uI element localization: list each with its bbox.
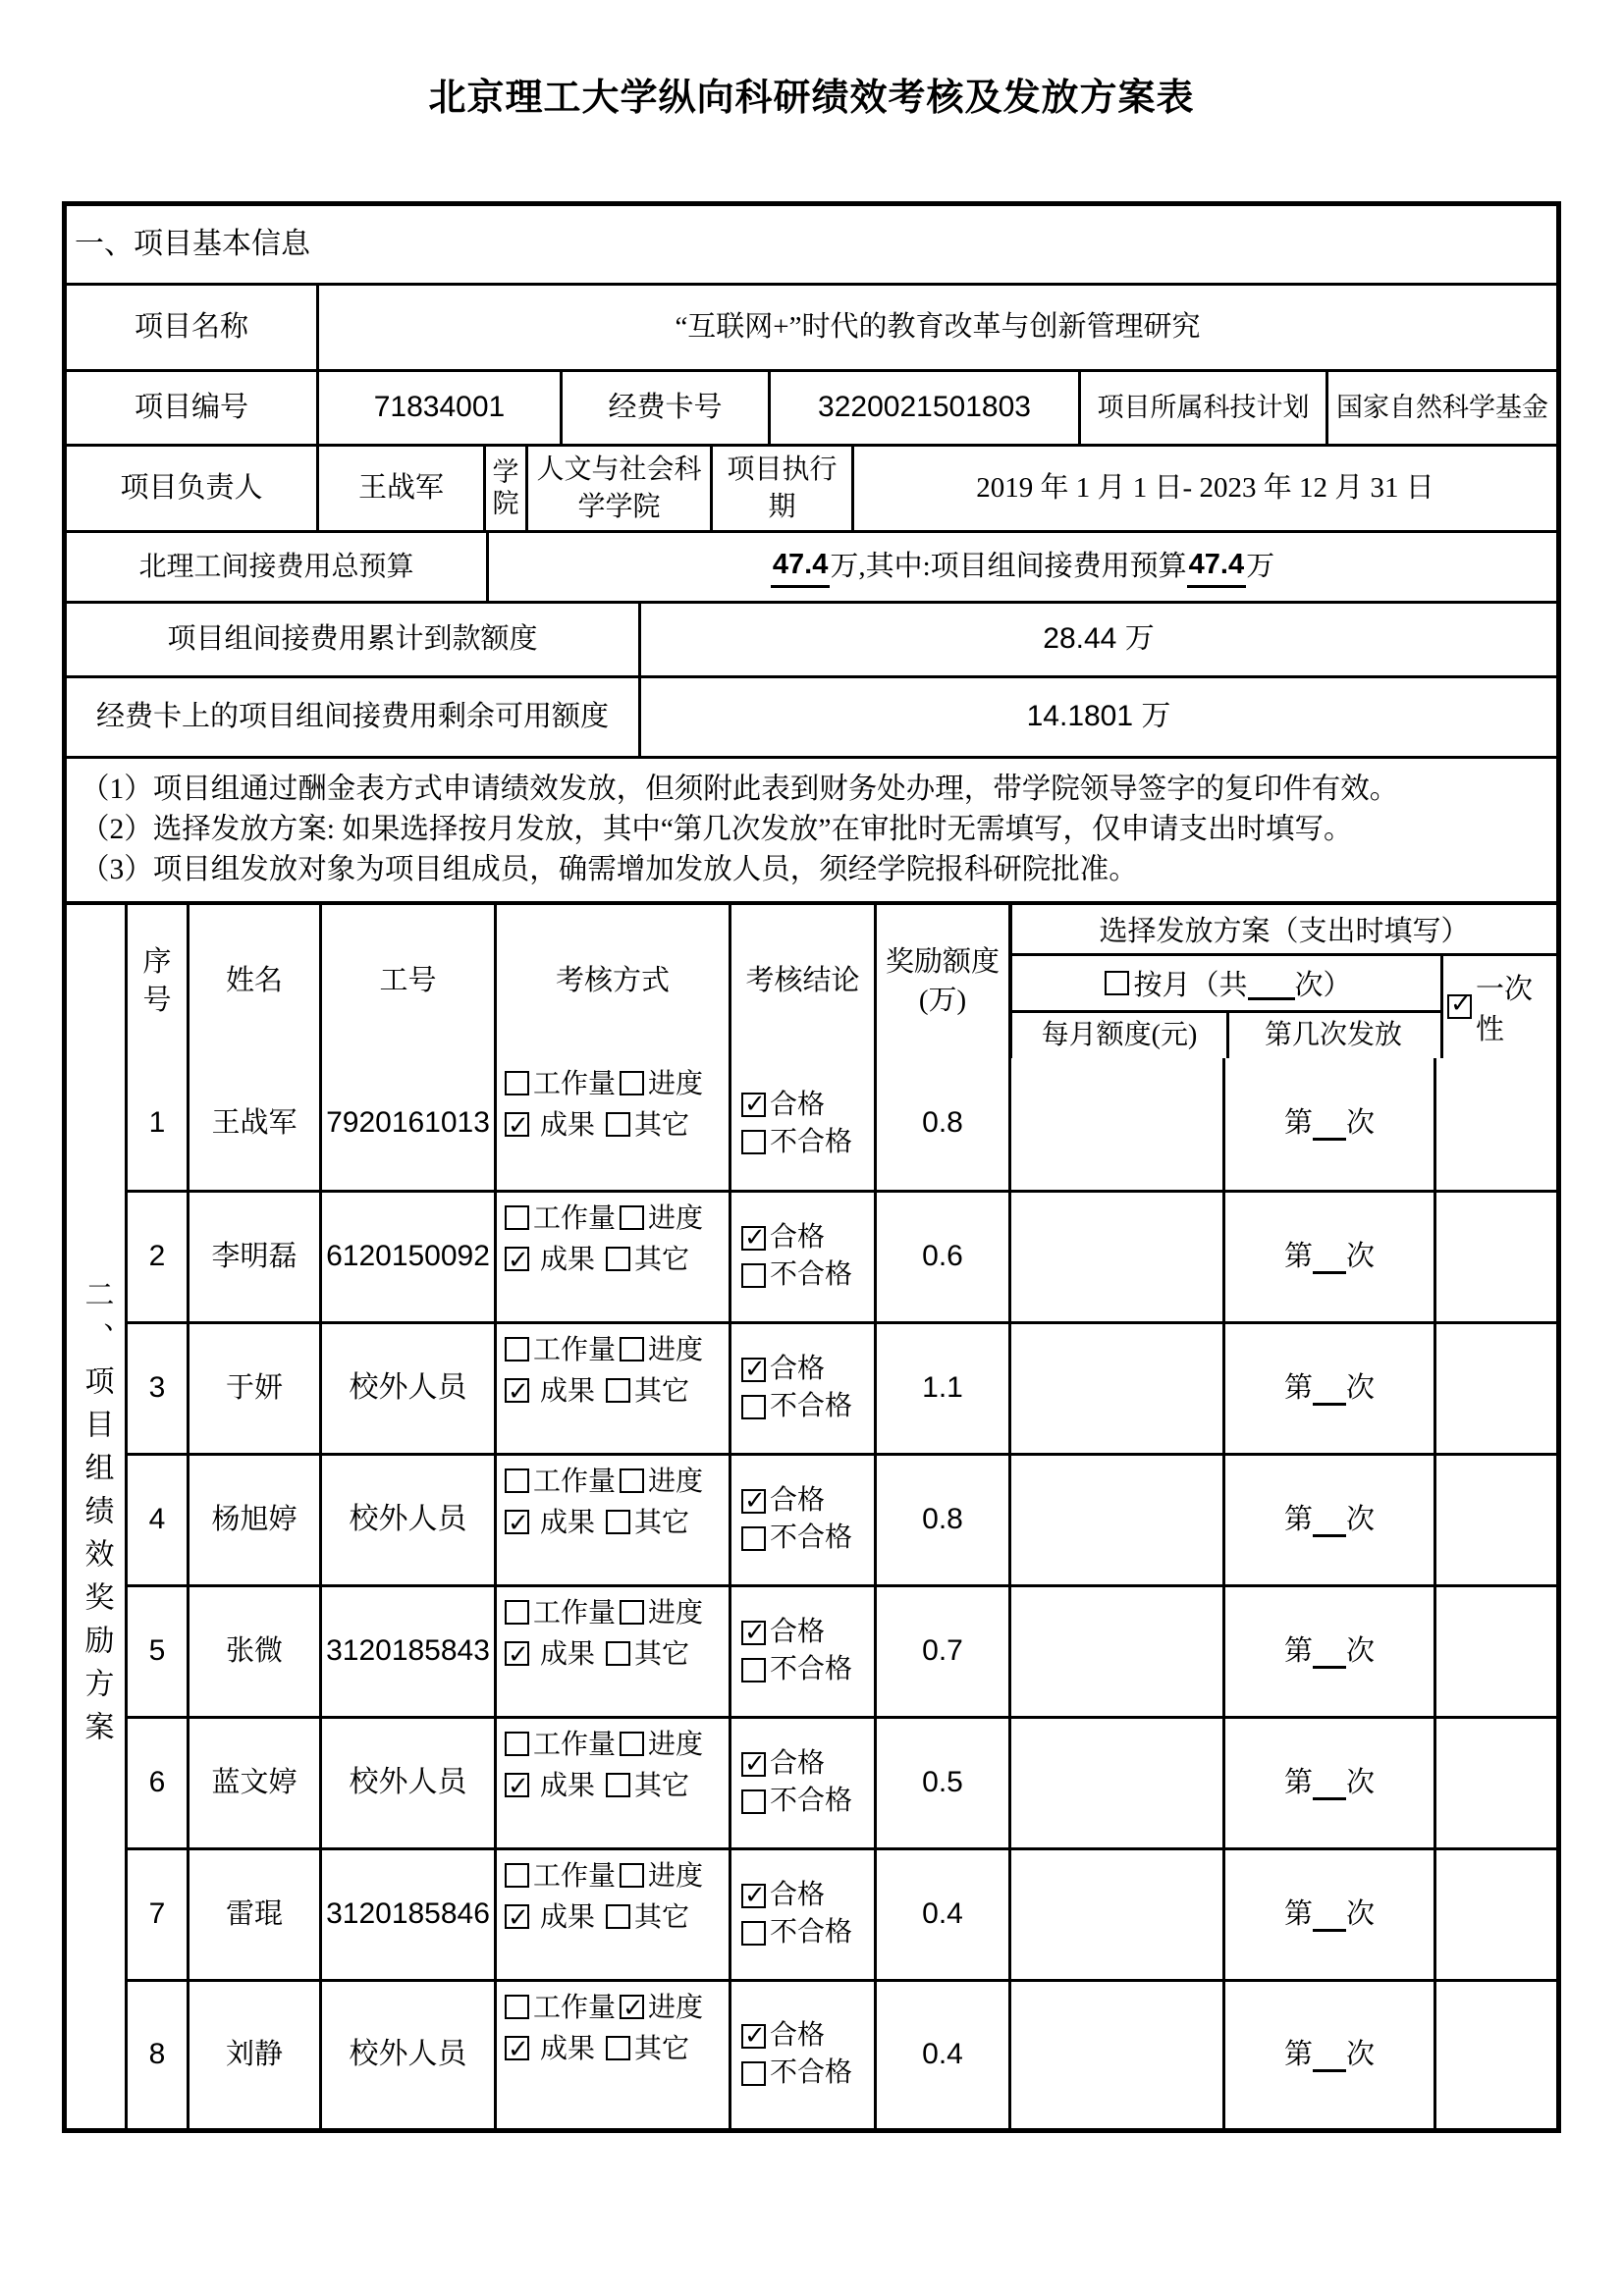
budget-group-number: 47.4 xyxy=(1187,546,1246,587)
project-name-value: “互联网+”时代的教育改革与创新管理研究 xyxy=(316,286,1556,369)
member-monthly-amount[interactable] xyxy=(1008,1587,1222,1716)
progress-checkbox[interactable] xyxy=(620,1468,644,1493)
conclusion-fail-line xyxy=(737,1914,852,1951)
member-row-8 xyxy=(128,1979,1556,2128)
section2-table xyxy=(67,901,1556,2128)
fund-card-value: 3220021501803 xyxy=(768,372,1078,444)
conclusion-fail-line xyxy=(737,1388,852,1425)
monthly-label-suffix: 次） xyxy=(1294,969,1352,1001)
member-onetime-cell[interactable] xyxy=(1434,1587,1556,1716)
section1-heading: 一、项目基本信息 xyxy=(75,227,310,260)
pass-checkbox[interactable] xyxy=(741,1358,766,1382)
member-onetime-cell[interactable] xyxy=(1434,1719,1556,1847)
school-value: 人文与社会科学学院 xyxy=(525,447,710,530)
member-method xyxy=(494,1719,729,1847)
budget-mid-text: 万,其中:项目组间接费用预算 xyxy=(830,550,1187,582)
progress-checkbox[interactable] xyxy=(620,1732,644,1756)
monthly-times-blank[interactable] xyxy=(1248,966,1295,1000)
which-time-blank[interactable] xyxy=(1313,1766,1346,1800)
member-conclusion xyxy=(729,1058,874,1190)
workload-label: 工作量 xyxy=(533,1597,617,1629)
plan-monthly-option xyxy=(1012,956,1440,1013)
conclusion-fail-line xyxy=(737,1124,852,1161)
member-onetime-cell[interactable] xyxy=(1434,1456,1556,1584)
result-checkbox[interactable] xyxy=(505,1378,529,1403)
member-amount: 0.7 xyxy=(874,1587,1008,1716)
other-label: 其它 xyxy=(634,1901,690,1933)
fail-checkbox[interactable] xyxy=(741,1395,766,1419)
member-conclusion xyxy=(729,1850,874,1979)
fail-checkbox[interactable] xyxy=(741,1921,766,1946)
conclusion-pass-line xyxy=(737,1219,825,1256)
member-conclusion xyxy=(729,1324,874,1453)
member-seq: 4 xyxy=(148,1502,166,1535)
which-time-prefix: 第 xyxy=(1283,1897,1313,1930)
header-amount xyxy=(874,905,1008,1058)
fail-checkbox[interactable] xyxy=(741,1263,766,1288)
pass-label: 合格 xyxy=(770,1089,826,1120)
pass-label: 合格 xyxy=(770,1354,826,1385)
fail-checkbox[interactable] xyxy=(741,1658,766,1682)
which-time-prefix: 第 xyxy=(1283,1766,1313,1798)
member-rows xyxy=(128,1058,1556,2128)
member-method xyxy=(494,1456,729,1584)
note-3: （3）项目组发放对象为项目组成员，确需增加发放人员，须经学院报科研院批准。 xyxy=(81,853,1138,885)
member-which-time[interactable] xyxy=(1222,1456,1434,1584)
leader-label: 项目负责人 xyxy=(120,471,263,504)
header-seq: 序号 xyxy=(142,945,172,1016)
conclusion-fail-line xyxy=(737,1256,852,1294)
result-checkbox[interactable] xyxy=(505,1773,529,1797)
pass-checkbox[interactable] xyxy=(741,2024,766,2049)
conclusion-fail-line xyxy=(737,1783,852,1820)
header-id: 工号 xyxy=(319,905,494,1058)
fail-label: 不合格 xyxy=(770,1654,853,1685)
workload-checkbox[interactable] xyxy=(505,1732,529,1756)
pass-label: 合格 xyxy=(770,1617,826,1648)
member-amount: 0.6 xyxy=(874,1193,1008,1321)
member-method xyxy=(494,1324,729,1453)
fail-checkbox[interactable] xyxy=(741,2061,766,2086)
note-1: （1）项目组通过酬金表方式申请绩效发放，但须附此表到财务处办理，带学院领导签字的复印件有效。 xyxy=(81,774,1399,805)
header-amount-line1: 奖励额度 xyxy=(885,945,1000,978)
member-which-time[interactable] xyxy=(1222,1719,1434,1847)
which-time-blank[interactable] xyxy=(1313,1503,1346,1537)
member-name: 刘静 xyxy=(187,1982,319,2128)
member-seq: 7 xyxy=(148,1896,166,1930)
other-label: 其它 xyxy=(634,2033,690,2064)
member-seq: 6 xyxy=(148,1765,166,1798)
result-label: 成果 xyxy=(533,1507,603,1538)
progress-label: 进度 xyxy=(648,1068,704,1099)
fail-label: 不合格 xyxy=(770,1522,853,1554)
other-checkbox[interactable] xyxy=(606,2036,630,2060)
conclusion-pass-line xyxy=(737,1351,825,1388)
member-id: 校外人员 xyxy=(319,1719,494,1847)
member-method xyxy=(494,1193,729,1321)
member-seq: 2 xyxy=(148,1239,166,1272)
which-time-prefix: 第 xyxy=(1283,2038,1313,2070)
progress-label: 进度 xyxy=(648,1202,704,1234)
plan-title: 选择发放方案（支出时填写） xyxy=(1012,905,1556,956)
pass-label: 合格 xyxy=(770,1485,826,1517)
member-seq: 1 xyxy=(148,1106,166,1140)
member-row-3 xyxy=(128,1321,1556,1453)
member-monthly-amount[interactable] xyxy=(1008,1982,1222,2128)
member-table-header xyxy=(128,905,1556,1058)
program-label: 项目所属科技计划 xyxy=(1078,372,1325,444)
which-time-suffix: 次 xyxy=(1346,1371,1376,1404)
result-checkbox[interactable] xyxy=(505,1510,529,1534)
progress-checkbox[interactable] xyxy=(620,1337,644,1362)
project-name-label: 项目名称 xyxy=(134,310,248,343)
result-label: 成果 xyxy=(533,1244,603,1275)
workload-label: 工作量 xyxy=(533,1992,617,2023)
which-time-suffix: 次 xyxy=(1346,1897,1376,1930)
member-onetime-cell[interactable] xyxy=(1434,1324,1556,1453)
member-which-time[interactable] xyxy=(1222,1850,1434,1979)
fail-checkbox[interactable] xyxy=(741,1130,766,1154)
received-value: 28.44 万 xyxy=(638,604,1556,675)
other-label: 其它 xyxy=(634,1109,690,1141)
fail-label: 不合格 xyxy=(770,1786,853,1817)
workload-label: 工作量 xyxy=(533,1202,617,1234)
member-onetime-cell[interactable] xyxy=(1434,1058,1556,1190)
pass-label: 合格 xyxy=(770,2020,826,2052)
project-no-label: 项目编号 xyxy=(134,391,248,423)
member-monthly-amount[interactable] xyxy=(1008,1193,1222,1321)
which-time-blank[interactable] xyxy=(1313,1897,1346,1932)
member-name: 李明磊 xyxy=(187,1193,319,1321)
member-which-time[interactable] xyxy=(1222,1058,1434,1190)
which-time-suffix: 次 xyxy=(1346,1503,1376,1535)
other-checkbox[interactable] xyxy=(606,1112,630,1137)
result-label: 成果 xyxy=(533,2033,603,2064)
member-which-time[interactable] xyxy=(1222,1982,1434,2128)
header-method: 考核方式 xyxy=(494,905,729,1058)
workload-checkbox[interactable] xyxy=(505,1468,529,1493)
member-name: 王战军 xyxy=(187,1058,319,1190)
progress-label: 进度 xyxy=(648,1860,704,1892)
member-seq: 5 xyxy=(148,1633,166,1667)
other-label: 其它 xyxy=(634,1638,690,1670)
page-title: 北京理工大学纵向科研绩效考核及发放方案表 xyxy=(428,78,1195,119)
which-time-prefix: 第 xyxy=(1283,1107,1313,1140)
progress-checkbox[interactable] xyxy=(620,1071,644,1095)
header-amount-line2: (万) xyxy=(918,984,967,1016)
workload-checkbox[interactable] xyxy=(505,1863,529,1888)
fail-label: 不合格 xyxy=(770,2057,853,2089)
fail-label: 不合格 xyxy=(770,1126,853,1157)
notes-block xyxy=(67,759,1556,901)
member-which-time[interactable] xyxy=(1222,1193,1434,1321)
which-time-prefix: 第 xyxy=(1283,1371,1313,1404)
member-monthly-amount[interactable] xyxy=(1008,1719,1222,1847)
header-name: 姓名 xyxy=(187,905,319,1058)
member-amount: 0.5 xyxy=(874,1719,1008,1847)
onetime-checkbox[interactable] xyxy=(1447,994,1472,1019)
member-name: 杨旭婷 xyxy=(187,1456,319,1584)
member-conclusion xyxy=(729,1456,874,1584)
conclusion-pass-line xyxy=(737,2017,825,2055)
member-name: 雷琨 xyxy=(187,1850,319,1979)
member-method xyxy=(494,1058,729,1190)
project-no-value: 71834001 xyxy=(316,372,560,444)
conclusion-pass-line xyxy=(737,1614,825,1651)
period-label: 项目执行期 xyxy=(710,447,851,530)
member-monthly-amount[interactable] xyxy=(1008,1058,1222,1190)
progress-checkbox[interactable] xyxy=(620,1600,644,1625)
member-row-1 xyxy=(128,1058,1556,1190)
member-method xyxy=(494,1982,729,2128)
conclusion-fail-line xyxy=(737,1651,852,1688)
period-value: 2019 年 1 月 1 日- 2023 年 12 月 31 日 xyxy=(851,447,1556,530)
result-checkbox[interactable] xyxy=(505,1904,529,1929)
received-label: 项目组间接费用累计到款额度 xyxy=(167,622,538,655)
conclusion-pass-line xyxy=(737,1745,825,1783)
member-name: 张微 xyxy=(187,1587,319,1716)
member-monthly-amount[interactable] xyxy=(1008,1850,1222,1979)
conclusion-pass-line xyxy=(737,1877,825,1914)
fail-label: 不合格 xyxy=(770,1259,853,1291)
member-onetime-cell[interactable] xyxy=(1434,1982,1556,2128)
other-label: 其它 xyxy=(634,1244,690,1275)
member-method xyxy=(494,1587,729,1716)
workload-checkbox[interactable] xyxy=(505,1600,529,1625)
progress-checkbox[interactable] xyxy=(620,1205,644,1230)
which-time-suffix: 次 xyxy=(1346,1107,1376,1140)
pass-checkbox[interactable] xyxy=(741,1884,766,1908)
result-label: 成果 xyxy=(533,1638,603,1670)
pass-label: 合格 xyxy=(770,1222,826,1254)
member-id: 校外人员 xyxy=(319,1324,494,1453)
section2-side-label: 二、项目组绩效奖励方案 xyxy=(80,1278,113,1754)
conclusion-fail-line xyxy=(737,1520,852,1557)
which-time-blank[interactable] xyxy=(1313,1106,1346,1141)
workload-label: 工作量 xyxy=(533,1068,617,1099)
member-onetime-cell[interactable] xyxy=(1434,1193,1556,1321)
header-which-time: 第几次发放 xyxy=(1226,1013,1437,1058)
other-checkbox[interactable] xyxy=(606,1378,630,1403)
member-seq: 8 xyxy=(148,2037,166,2070)
monthly-checkbox[interactable] xyxy=(1105,971,1129,995)
member-id: 3120185846 xyxy=(319,1850,494,1979)
plan-onetime-option xyxy=(1440,956,1556,1058)
workload-label: 工作量 xyxy=(533,1729,617,1760)
member-id: 6120150092 xyxy=(319,1193,494,1321)
which-time-prefix: 第 xyxy=(1283,1503,1313,1535)
result-checkbox[interactable] xyxy=(505,1641,529,1666)
member-conclusion xyxy=(729,1193,874,1321)
other-checkbox[interactable] xyxy=(606,1773,630,1797)
which-time-suffix: 次 xyxy=(1346,1766,1376,1798)
workload-checkbox[interactable] xyxy=(505,1205,529,1230)
member-seq: 3 xyxy=(148,1370,166,1404)
other-label: 其它 xyxy=(634,1507,690,1538)
header-monthly-amount: 每月额度(元) xyxy=(1041,1019,1198,1050)
other-checkbox[interactable] xyxy=(606,1641,630,1666)
progress-checkbox[interactable] xyxy=(620,1863,644,1888)
budget-label: 北理工间接费用总预算 xyxy=(138,551,414,582)
conclusion-pass-line xyxy=(737,1087,825,1124)
conclusion-pass-line xyxy=(737,1482,825,1520)
progress-label: 进度 xyxy=(648,1334,704,1365)
program-value: 国家自然科学基金 xyxy=(1325,372,1556,444)
member-which-time[interactable] xyxy=(1222,1587,1434,1716)
which-time-prefix: 第 xyxy=(1283,1240,1313,1272)
result-checkbox[interactable] xyxy=(505,2036,529,2060)
fail-label: 不合格 xyxy=(770,1917,853,1949)
member-amount: 0.4 xyxy=(874,1982,1008,2128)
member-row-4 xyxy=(128,1453,1556,1584)
member-monthly-amount[interactable] xyxy=(1008,1456,1222,1584)
fail-checkbox[interactable] xyxy=(741,1789,766,1814)
member-conclusion xyxy=(729,1982,874,2128)
member-onetime-cell[interactable] xyxy=(1434,1850,1556,1979)
member-id: 7920161013 xyxy=(319,1058,494,1190)
budget-tail-text: 万 xyxy=(1246,550,1275,582)
progress-label: 进度 xyxy=(648,1597,704,1629)
section2-side-cell xyxy=(67,905,128,2128)
budget-total-number: 47.4 xyxy=(771,546,830,587)
member-monthly-amount[interactable] xyxy=(1008,1324,1222,1453)
leader-value: 王战军 xyxy=(316,447,483,530)
pass-checkbox[interactable] xyxy=(741,1489,766,1514)
other-checkbox[interactable] xyxy=(606,1510,630,1534)
result-label: 成果 xyxy=(533,1770,603,1801)
result-label: 成果 xyxy=(533,1375,603,1407)
monthly-label-prefix: 按月（共 xyxy=(1133,969,1248,1001)
which-time-blank[interactable] xyxy=(1313,1634,1346,1669)
member-id: 校外人员 xyxy=(319,1456,494,1584)
which-time-blank[interactable] xyxy=(1313,1371,1346,1406)
member-amount: 1.1 xyxy=(874,1324,1008,1453)
pass-checkbox[interactable] xyxy=(741,1752,766,1777)
member-which-time[interactable] xyxy=(1222,1324,1434,1453)
member-conclusion xyxy=(729,1587,874,1716)
member-id: 校外人员 xyxy=(319,1982,494,2128)
member-row-7 xyxy=(128,1847,1556,1979)
which-time-prefix: 第 xyxy=(1283,1634,1313,1667)
other-label: 其它 xyxy=(634,1770,690,1801)
progress-checkbox[interactable] xyxy=(620,1995,644,2019)
member-method xyxy=(494,1850,729,1979)
other-checkbox[interactable] xyxy=(606,1904,630,1929)
progress-label: 进度 xyxy=(648,1729,704,1760)
which-time-suffix: 次 xyxy=(1346,1634,1376,1667)
member-amount: 0.4 xyxy=(874,1850,1008,1979)
which-time-blank[interactable] xyxy=(1313,2038,1346,2072)
note-2: （2）选择发放方案: 如果选择按月发放，其中“第几次发放”在审批时无需填写，仅申请支出时填写。 xyxy=(81,813,1353,845)
member-name: 蓝文婷 xyxy=(187,1719,319,1847)
member-conclusion xyxy=(729,1719,874,1847)
which-time-blank[interactable] xyxy=(1313,1240,1346,1274)
member-amount: 0.8 xyxy=(874,1456,1008,1584)
progress-label: 进度 xyxy=(648,1466,704,1497)
member-row-2 xyxy=(128,1190,1556,1321)
other-label: 其它 xyxy=(634,1375,690,1407)
result-checkbox[interactable] xyxy=(505,1112,529,1137)
header-conclusion: 考核结论 xyxy=(729,905,874,1058)
fail-checkbox[interactable] xyxy=(741,1526,766,1551)
member-row-6 xyxy=(128,1716,1556,1847)
main-form-table xyxy=(62,201,1561,2133)
member-amount: 0.8 xyxy=(874,1058,1008,1190)
workload-checkbox[interactable] xyxy=(505,1337,529,1362)
pass-checkbox[interactable] xyxy=(741,1093,766,1117)
fail-label: 不合格 xyxy=(770,1391,853,1422)
plan-header-group xyxy=(1008,905,1556,1058)
pass-label: 合格 xyxy=(770,1880,826,1911)
workload-label: 工作量 xyxy=(533,1334,617,1365)
other-checkbox[interactable] xyxy=(606,1247,630,1271)
which-time-suffix: 次 xyxy=(1346,1240,1376,1272)
member-row-5 xyxy=(128,1584,1556,1716)
pass-checkbox[interactable] xyxy=(741,1621,766,1645)
which-time-suffix: 次 xyxy=(1346,2038,1376,2070)
progress-label: 进度 xyxy=(648,1992,704,2023)
conclusion-fail-line xyxy=(737,2055,852,2092)
onetime-label: 一次性 xyxy=(1476,973,1534,1045)
school-label: 学院 xyxy=(483,447,525,530)
result-label: 成果 xyxy=(533,1901,603,1933)
member-id: 3120185843 xyxy=(319,1587,494,1716)
pass-label: 合格 xyxy=(770,1748,826,1780)
budget-value xyxy=(486,533,1556,601)
workload-checkbox[interactable] xyxy=(505,1995,529,2019)
remaining-label: 经费卡上的项目组间接费用剩余可用额度 xyxy=(95,700,609,732)
workload-label: 工作量 xyxy=(533,1860,617,1892)
member-name: 于妍 xyxy=(187,1324,319,1453)
pass-checkbox[interactable] xyxy=(741,1226,766,1251)
remaining-value: 14.1801 万 xyxy=(638,678,1556,756)
workload-label: 工作量 xyxy=(533,1466,617,1497)
result-label: 成果 xyxy=(533,1109,603,1141)
result-checkbox[interactable] xyxy=(505,1247,529,1271)
workload-checkbox[interactable] xyxy=(505,1071,529,1095)
fund-card-label: 经费卡号 xyxy=(560,372,768,444)
